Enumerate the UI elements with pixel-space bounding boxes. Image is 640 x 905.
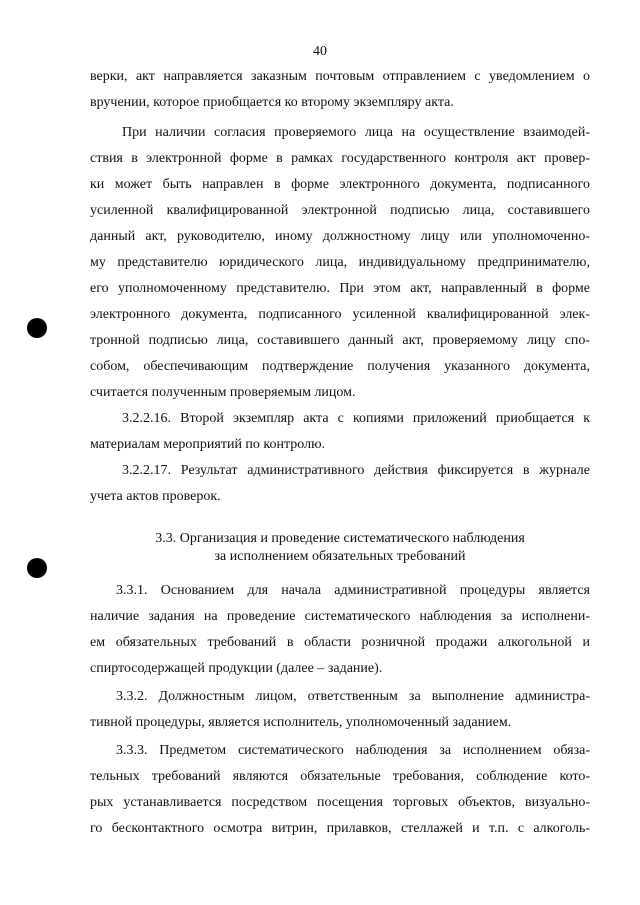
text-line: вручении, которое приобщается ко второму экземпляру акта. [90, 95, 454, 110]
text-line: ем обязательных требований в области розничной продажи алкогольной и [90, 635, 590, 650]
text-line: 3.3.1. Основанием для начала административной процедуры является [116, 583, 590, 598]
text-line: рых устанавливается посредством посещения торговых объектов, визуально- [90, 795, 590, 810]
text-line: ствия в электронной форме в рамках государственного контроля акт провер- [90, 151, 590, 166]
text-line: наличие задания на проведение систематического наблюдения за исполнени- [90, 609, 590, 624]
text-line: считается полученным проверяемым лицом. [90, 385, 356, 400]
text-line: При наличии согласия проверяемого лица на осуществление взаимодей- [122, 125, 590, 140]
text-line: 3.3. Организация и проведение систематического наблюдения [155, 531, 525, 546]
text-line: собом, обеспечивающим подтверждение получения указанного документа, [90, 359, 590, 374]
text-line: тивной процедуры, является исполнитель, уполномоченный заданием. [90, 715, 512, 730]
text-line: го бесконтактного осмотра витрин, прилавков, стеллажей и т.п. с алкоголь- [90, 821, 590, 836]
text-line: 3.3.3. Предметом систематического наблюдения за исполнением обяза- [116, 743, 590, 758]
text-line: тронной подписью лица, составившего данный акт, проверяемому лицу спо- [90, 333, 590, 348]
text-line: 3.2.2.16. Второй экземпляр акта с копиями приложений приобщается к [122, 411, 590, 426]
page-number: 40 [313, 44, 327, 59]
text-line: данный акт, руководителю, иному должностному лицу или уполномоченно- [90, 229, 590, 244]
text-line: его уполномоченному представителю. При этом акт, направленный в форме [90, 281, 590, 296]
text-line: верки, акт направляется заказным почтовым отправлением с уведомлением о [90, 69, 590, 84]
text-line: тельных требований являются обязательные требования, соблюдение кото- [90, 769, 590, 784]
text-line: спиртосодержащей продукции (далее – задание). [90, 661, 383, 676]
text-line: ки может быть направлен в форме электронного документа, подписанного [90, 177, 590, 192]
text-line: электронного документа, подписанного усиленной квалифицированной элек- [90, 307, 590, 322]
text-line: за исполнением обязательных требований [214, 549, 466, 564]
punch-hole [27, 558, 47, 578]
text-line: учета актов проверок. [90, 489, 221, 504]
text-line: му представителю юридического лица, индивидуальному предпринимателю, [90, 255, 590, 270]
text-line: 3.3.2. Должностным лицом, ответственным за выполнение администра- [116, 689, 590, 704]
punch-hole [27, 318, 47, 338]
text-line: усиленной квалифицированной электронной подписью лица, составившего [90, 203, 590, 218]
text-line: материалам мероприятий по контролю. [90, 437, 326, 452]
text-line: 3.2.2.17. Результат административного действия фиксируется в журнале [122, 463, 590, 478]
